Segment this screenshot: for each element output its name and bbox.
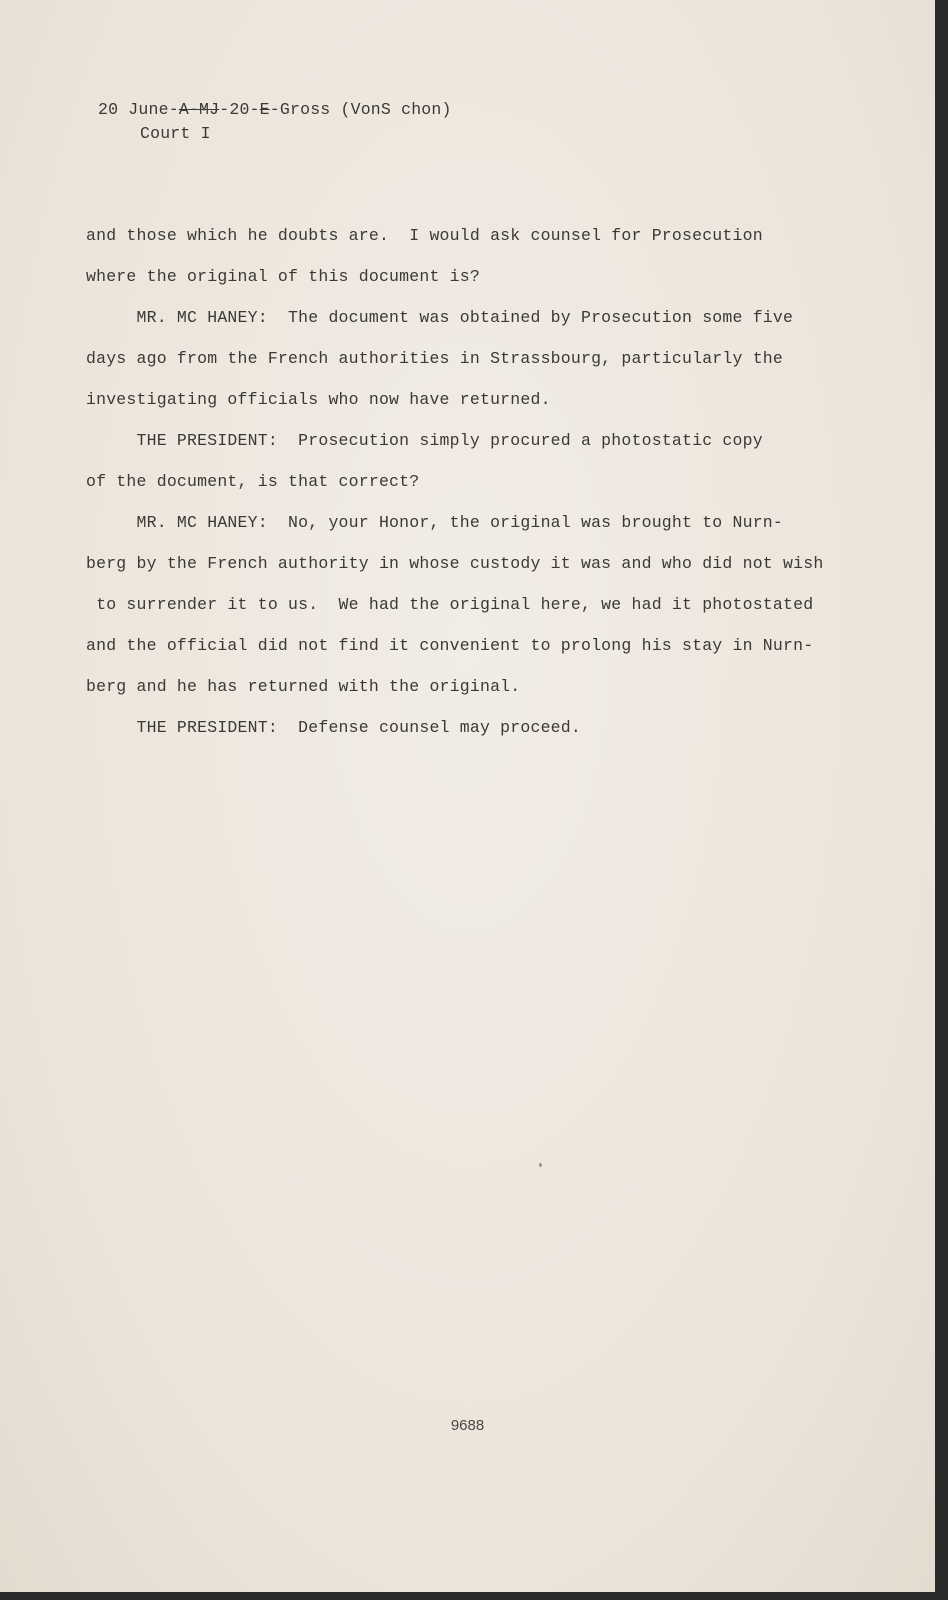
body-line-1: and those which he doubts are. I would ask counsel for Prosecution (86, 226, 763, 245)
body-line-8: MR. MC HANEY: No, your Honor, the original was brought to Nurn- (86, 513, 784, 532)
paper-speck (539, 1163, 542, 1167)
header-court: Court I (140, 124, 211, 143)
scan-edge-right (935, 0, 948, 1600)
body-line-10: to surrender it to us. We had the original here, we had it photostated (86, 595, 814, 614)
body-line-12: berg and he has returned with the original. (86, 677, 521, 696)
body-line-7: of the document, is that correct? (86, 472, 420, 491)
page-number: 9688 (450, 1417, 485, 1434)
header-struck-text-1: A-MJ (178, 100, 220, 119)
header-struck-text-2: E (259, 100, 270, 119)
body-line-3: MR. MC HANEY: The document was obtained by Prosecution some five (86, 308, 794, 327)
body-line-13: THE PRESIDENT: Defense counsel may proceed. (86, 718, 581, 737)
body-line-11: and the official did not find it convenient to prolong his stay in Nurn- (86, 636, 814, 655)
body-line-5: investigating officials who now have returned. (86, 390, 551, 409)
header-prefix: 20 June- (98, 100, 179, 119)
header-suffix: -Gross (VonS chon) (269, 100, 452, 119)
body-line-4: days ago from the French authorities in Strassbourg, particularly the (86, 349, 784, 368)
body-line-9: berg by the French authority in whose custody it was and who did not wish (86, 554, 824, 573)
scan-edge-bottom (0, 1592, 948, 1600)
header-mid: -20- (219, 100, 260, 119)
body-line-2: where the original of this document is? (86, 267, 480, 286)
body-line-6: THE PRESIDENT: Prosecution simply procured a photostatic copy (86, 431, 763, 450)
header-case-reference (98, 100, 452, 119)
